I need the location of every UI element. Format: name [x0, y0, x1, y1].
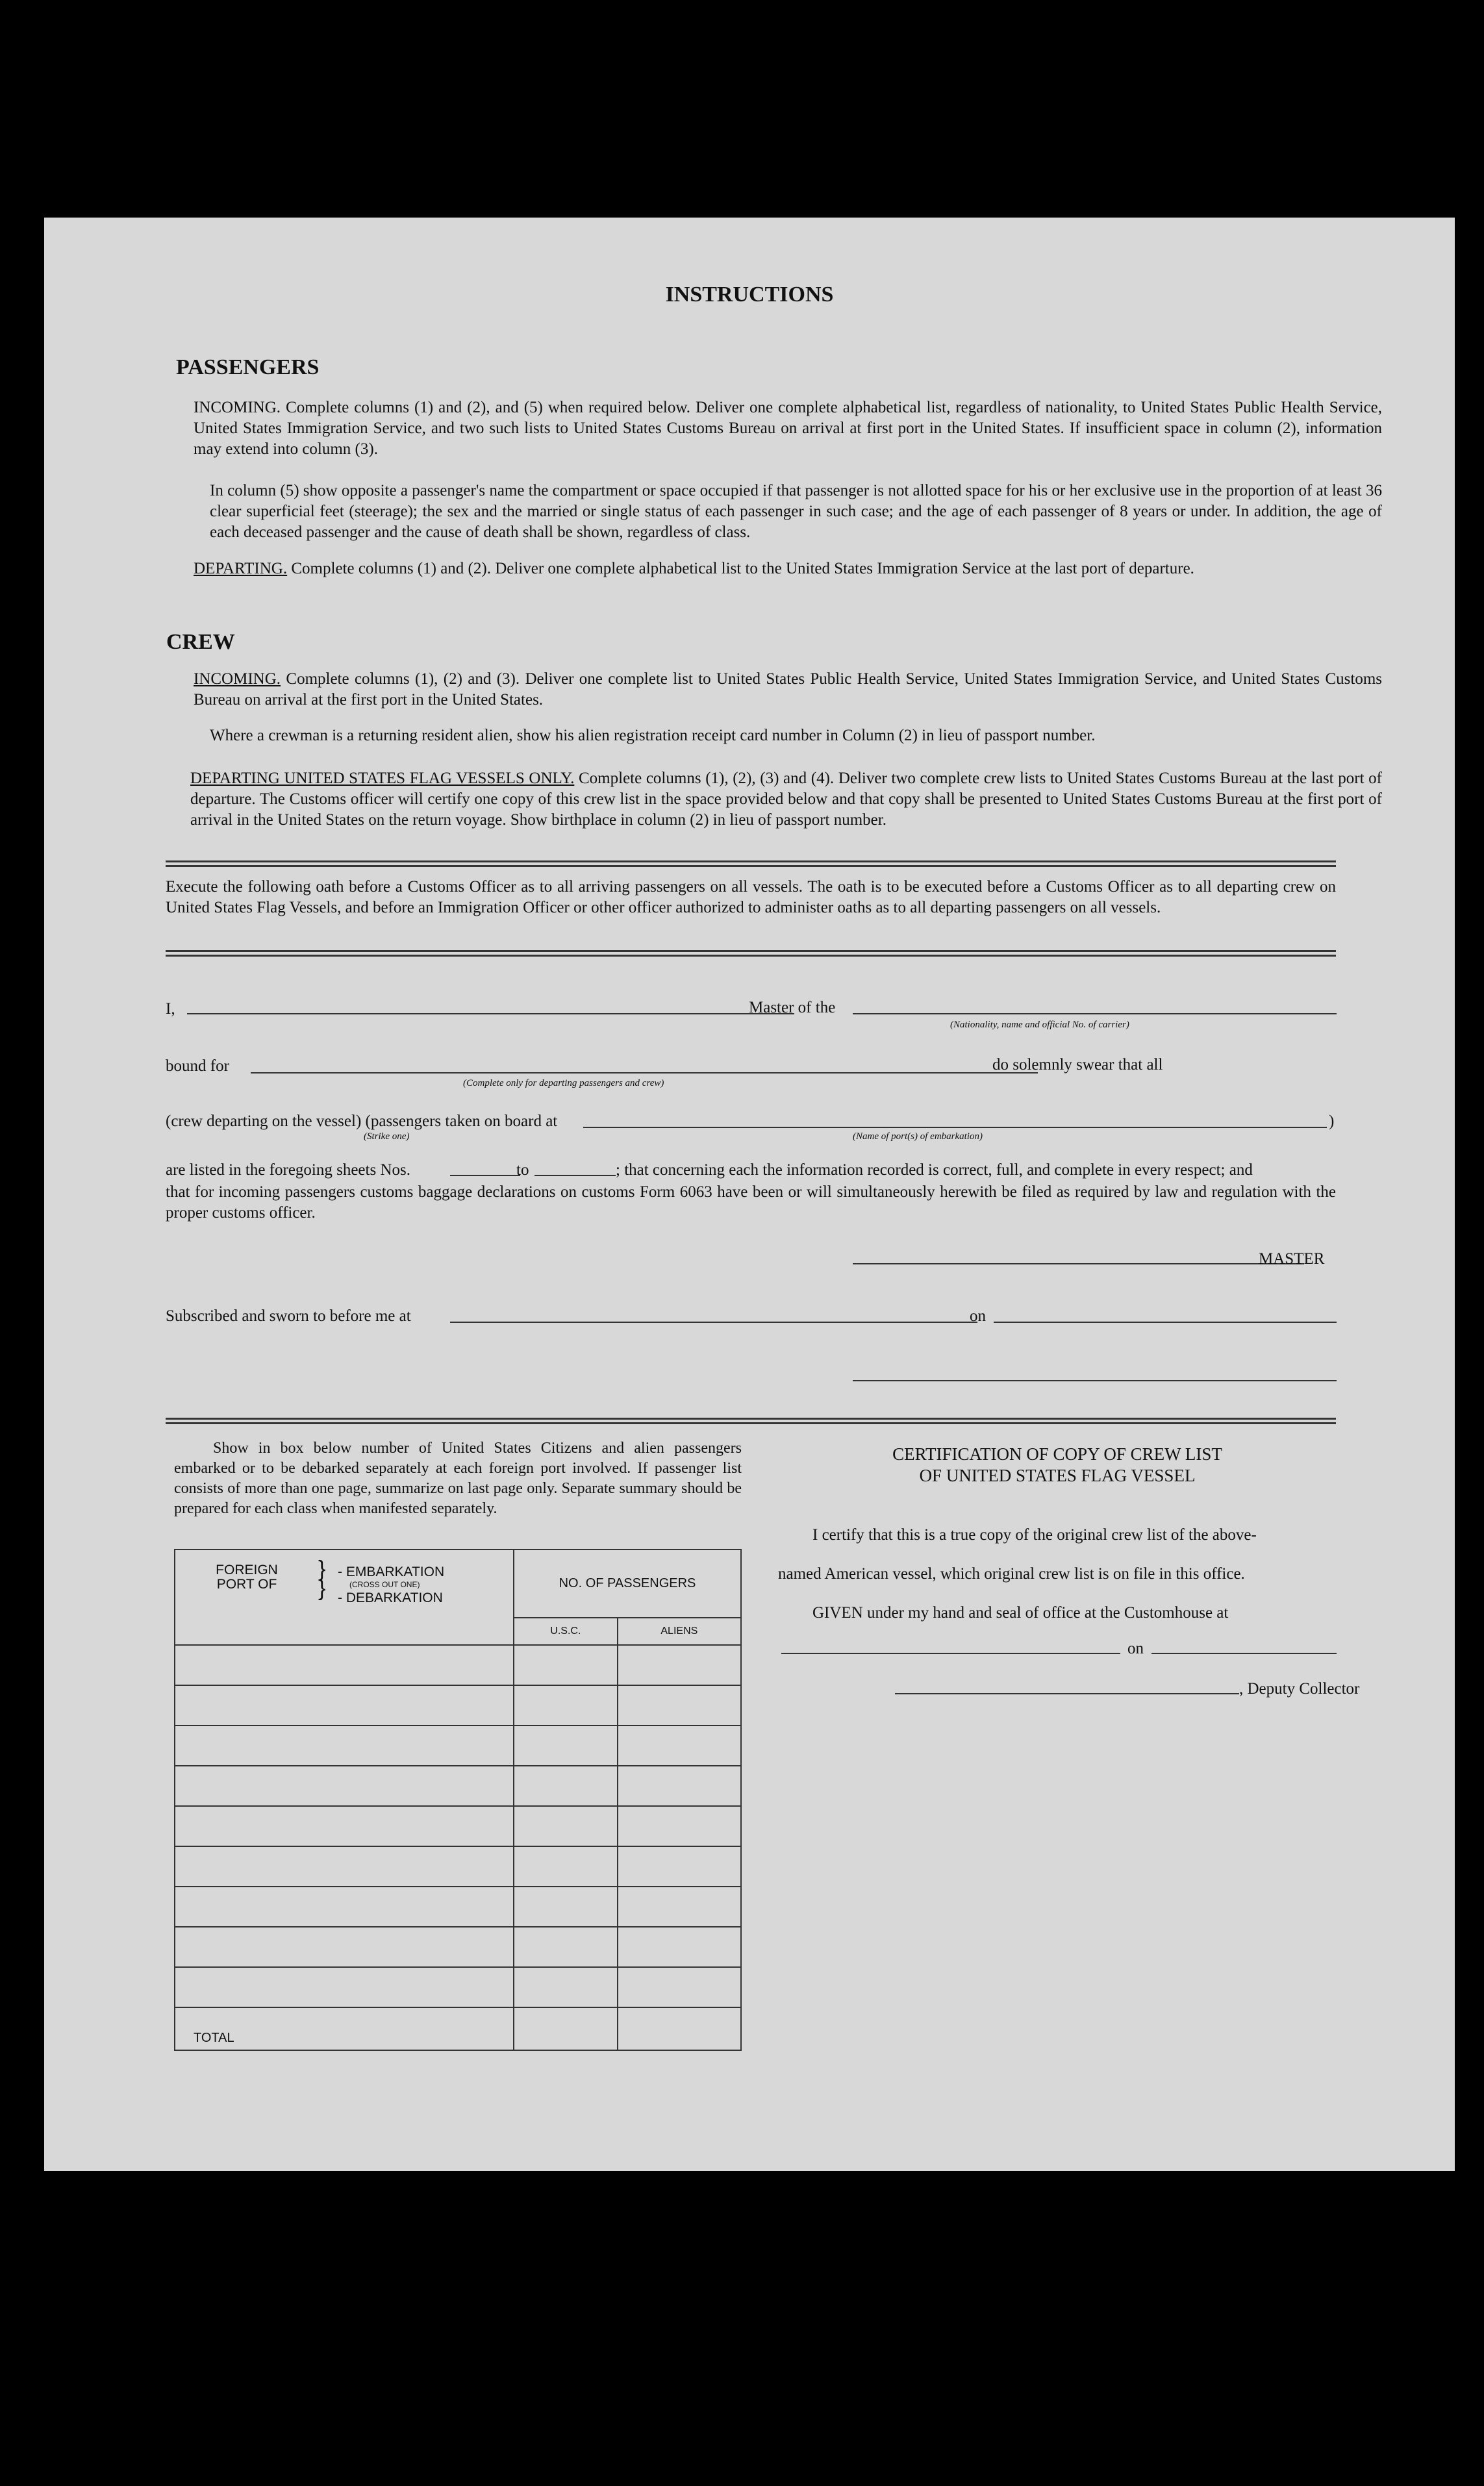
aliens-cell[interactable]: [618, 1726, 741, 1766]
port-header-cell: [175, 1550, 514, 1645]
crew-incoming-label: INCOMING.: [194, 670, 281, 688]
table-row: [175, 1887, 741, 1927]
master-of-label: Master of the: [749, 999, 836, 1016]
aliens-cell[interactable]: [618, 1967, 741, 2007]
passengers-heading: PASSENGERS: [176, 355, 320, 379]
passengers-departing-label: DEPARTING.: [194, 560, 288, 577]
sheet-to-field[interactable]: [534, 1175, 616, 1176]
table-row: [175, 1806, 741, 1846]
summary-instructions: Show in box below number of United States Citizens and alien passengers embarked or to be debarked separately at each foreign port involved. If passenger list consists of more than one page, summarize on last page only. Separate summary should be prepared for each class when manifested separately.: [174, 1440, 742, 1517]
aliens-cell[interactable]: [618, 1685, 741, 1726]
port-cell[interactable]: [175, 1645, 514, 1685]
port-cell[interactable]: [175, 1685, 514, 1726]
master-signature-field[interactable]: [853, 1263, 1304, 1264]
sworn-place-field[interactable]: [450, 1322, 977, 1323]
passengers-departing-text: Complete columns (1) and (2). Deliver one complete alphabetical list to the United States Immigration Service at the last port of departure.: [291, 560, 1194, 577]
listed-rest: that for incoming passengers customs baggage declarations on customs Form 6063 have been or will simultaneously herewith be filed as required by law and regulation with the proper customs officer.: [166, 1183, 1336, 1222]
port-cell[interactable]: [175, 1846, 514, 1887]
total-row: [175, 2007, 741, 2050]
swear-label: do solemnly swear that all: [992, 1056, 1163, 1074]
embarkation-label: - EMBARKATION: [338, 1564, 445, 1579]
crew-incoming-text: Complete columns (1), (2) and (3). Deliver one complete list to United States Public Health Service, United States Immigration Service, and United States Customs Bureau on arrival at the first port in the United States.: [194, 670, 1383, 709]
strike-hint: (Strike one): [364, 1131, 410, 1142]
listed-to: to: [516, 1161, 529, 1179]
passengers-departing: [194, 559, 1382, 579]
aliens-cell[interactable]: [618, 1645, 741, 1685]
oath-i-label: I,: [166, 1000, 175, 1018]
crew-departing-label: (crew departing on the vessel) (passengers taken on board at: [166, 1112, 558, 1130]
bound-for-label: bound for: [166, 1057, 229, 1075]
crew-departing: [190, 768, 1382, 831]
aliens-cell[interactable]: [618, 1846, 741, 1887]
certification-given: GIVEN under my hand and seal of office at the Customhouse at: [812, 1604, 1229, 1622]
debarkation-label: - DEBARKATION: [338, 1590, 443, 1605]
form-page: [44, 218, 1455, 2171]
divider: [166, 860, 1336, 867]
aliens-cell[interactable]: [618, 1927, 741, 1967]
table-row: [175, 1766, 741, 1806]
customhouse-field[interactable]: [781, 1653, 1120, 1654]
certification-heading-2: OF UNITED STATES FLAG VESSEL: [919, 1466, 1196, 1485]
crew-departing-label: DEPARTING UNITED STATES FLAG VESSELS ONLY.: [190, 770, 575, 787]
aliens-header: ALIENS: [618, 1618, 741, 1645]
divider: [166, 950, 1336, 957]
certification-line-1: I certify that this is a true copy of the original crew list of the above-: [812, 1526, 1257, 1544]
listed-post: ; that concerning each the information recorded is correct, full, and complete in every respect; and: [616, 1161, 1253, 1179]
sheet-from-field[interactable]: [450, 1175, 520, 1176]
crew-incoming: [194, 669, 1382, 710]
master-label: MASTER: [1259, 1250, 1325, 1268]
aliens-total-cell[interactable]: [618, 2007, 741, 2050]
sworn-date-field[interactable]: [994, 1322, 1337, 1323]
port-hint: (Name of port(s) of embarkation): [853, 1131, 983, 1142]
sworn-on-label: on: [970, 1307, 986, 1325]
port-cell[interactable]: [175, 1927, 514, 1967]
usc-cell[interactable]: [514, 1927, 618, 1967]
port-cell[interactable]: [175, 1726, 514, 1766]
crew-resident: Where a crewman is a returning resident alien, show his alien registration receipt card number in Column (2) in lieu of passport number.: [210, 727, 1096, 744]
foreign-port-of: FOREIGN PORT OF: [216, 1563, 278, 1592]
passengers-incoming: [194, 397, 1382, 460]
port-cell[interactable]: [175, 1887, 514, 1927]
table-row: [175, 1846, 741, 1887]
usc-cell[interactable]: [514, 1806, 618, 1846]
table-row: [175, 1726, 741, 1766]
usc-cell[interactable]: [514, 1887, 618, 1927]
page-title: INSTRUCTIONS: [665, 282, 834, 307]
aliens-cell[interactable]: [618, 1806, 741, 1846]
officer-signature-field[interactable]: [853, 1380, 1337, 1381]
crew-heading: CREW: [166, 630, 235, 654]
usc-total-cell[interactable]: [514, 2007, 618, 2050]
subscribed-label: Subscribed and sworn to before me at: [166, 1307, 411, 1325]
bracket-icon: }: [318, 1576, 326, 1601]
bracket-icon: }: [318, 1557, 326, 1581]
vessel-field[interactable]: [853, 1013, 1337, 1014]
usc-cell[interactable]: [514, 1766, 618, 1806]
passengers-incoming-label: INCOMING.: [194, 399, 281, 416]
bound-for-field[interactable]: [251, 1072, 1038, 1074]
certification-heading-1: CERTIFICATION OF COPY OF CREW LIST: [892, 1444, 1222, 1464]
port-cell[interactable]: [175, 1967, 514, 2007]
nationality-hint: (Nationality, name and official No. of carrier): [950, 1020, 1129, 1030]
embarkation-port-field[interactable]: [583, 1127, 1327, 1128]
crew-departing-text: Complete columns (1), (2), (3) and (4). Deliver two complete crew lists to United States Customs Bureau at the last port of departure. The Customs officer will certify one copy of this crew list in the space provided below and that copy shall be presented to United States Customs Bureau at the first port of arrival in the United States on the return voyage. Show birthplace in column (2) in lieu of passport number.: [190, 770, 1382, 829]
cross-out-label: (CROSS OUT ONE): [349, 1580, 420, 1589]
usc-cell[interactable]: [514, 1846, 618, 1887]
aliens-cell[interactable]: [618, 1766, 741, 1806]
usc-cell[interactable]: [514, 1726, 618, 1766]
port-cell[interactable]: [175, 1806, 514, 1846]
certification-on: on: [1127, 1640, 1144, 1657]
usc-cell[interactable]: [514, 1967, 618, 2007]
table-row: [175, 1645, 741, 1685]
usc-cell[interactable]: [514, 1685, 618, 1726]
certification-date-field[interactable]: [1151, 1653, 1337, 1654]
ports-table: [174, 1549, 742, 2051]
deputy-collector-label: , Deputy Collector: [1239, 1680, 1360, 1698]
table-row: [175, 1967, 741, 2007]
port-cell[interactable]: [175, 1766, 514, 1806]
total-label: TOTAL: [175, 2007, 514, 2050]
aliens-cell[interactable]: [618, 1887, 741, 1927]
certification-line-2: named American vessel, which original crew list is on file in this office.: [778, 1565, 1245, 1583]
passengers-column5: In column (5) show opposite a passenger's name the compartment or space occupied if that passenger is not allotted space for his or her exclusive use in the proportion of at least 36 clear superficial feet (steerage); the sex and the married or single status of each passenger in such case; and the age of each passenger of 8 years or under. In addition, the age of each deceased passenger and the cause of death shall be shown, regardless of class.: [210, 482, 1382, 541]
master-name-field[interactable]: [187, 1013, 794, 1014]
listed-pre: are listed in the foregoing sheets Nos.: [166, 1161, 410, 1179]
usc-cell[interactable]: [514, 1645, 618, 1685]
table-row: [175, 1927, 741, 1967]
deputy-signature-field[interactable]: [895, 1693, 1239, 1694]
no-of-passengers-header: NO. OF PASSENGERS: [514, 1550, 741, 1618]
oath-intro: Execute the following oath before a Customs Officer as to all arriving passengers on all vessels. The oath is to be executed before a Customs Officer as to all departing crew on United States Flag Vessels, and before an Immigration Officer or other officer authorized to administer oaths as to all departing passengers on all vessels.: [166, 878, 1336, 916]
table-row: [175, 1685, 741, 1726]
divider: [166, 1418, 1336, 1424]
passengers-incoming-text: Complete columns (1) and (2), and (5) when required below. Deliver one complete alphabetical list, regardless of nationality, to United States Public Health Service, United States Immigration Service, and two such lists to United States Customs Bureau on arrival at first port in the United States. If insufficient space in column (2), information may extend into column (3).: [194, 399, 1383, 458]
usc-header: U.S.C.: [514, 1618, 618, 1645]
bound-hint: (Complete only for departing passengers and crew): [463, 1078, 664, 1088]
close-paren: ): [1329, 1112, 1335, 1130]
